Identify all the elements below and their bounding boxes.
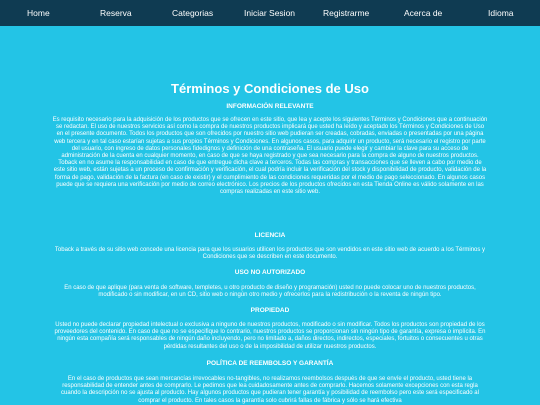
page-title: Términos y Condiciones de Uso xyxy=(171,81,369,96)
nav-link-iniciar-sesion[interactable]: Iniciar Sesion xyxy=(244,8,296,18)
top-navigation-bar xyxy=(0,0,540,26)
nav-link-registrarme[interactable]: Registrarme xyxy=(323,8,370,18)
section-heading-propiedad: PROPIEDAD xyxy=(250,307,290,314)
nav-link-categorias[interactable]: Categorias xyxy=(172,8,214,18)
nav-link-reserva[interactable]: Reserva xyxy=(100,8,132,18)
section-heading-reembolso: POLÍTICA DE REEMBOLSO Y GARANTÍA xyxy=(206,360,334,367)
section-heading-informacion: INFORMACIÓN RELEVANTE xyxy=(226,103,314,110)
section-body-propiedad: Usted no puede declarar propiedad intelectual o exclusiva a ninguno de nuestros productos, modificado o sin modificar. Todos los productos son propiedad de los proveedores del contenido. En caso de que no se especifique lo contrario, nuestros productos se proporcionan sin ningún tipo de garantía, expresa o implícita. En ningún esta compañía será responsables de ningún daño incluyendo, pero no limitado a, daños directos, indirectos, especiales, fortuitos o consecuentes u otras pérdidas resultantes del uso o de la imposibilidad de utilizar nuestros productos. xyxy=(54,322,486,350)
section-body-informacion: Es requisito necesario para la adquisición de los productos que se ofrecen en este sitio, que lea y acepte los siguientes Términos y Condiciones que a continuación se redactan. El uso de nuestros servicios así como la compra de nuestros productos implicará que usted ha leído y aceptado los Términos y Condiciones de Uso en el presente documento. Todos los productos que son ofrecidos por nuestro sitio web pudieran ser creadas, cobradas, enviadas o presentadas por una página web tercera y en tal caso estarían sujetas a sus propios Términos y Condiciones. En algunos casos, para adquirir un producto, será necesario el registro por parte del usuario, con ingreso de datos personales fidedignos y definición de una contraseña. El usuario puede elegir y cambiar la clave para su acceso de administración de la cuenta en cualquier momento, en caso de que se haya registrado y que sea necesario para la compra de alguno de nuestros productos. Toback en no asume la responsabilidad en caso de que entregue dicha clave a terceros. Todas las compras y transacciones que se lleven a cabo por medio de este sitio web, están sujetas a un proceso de confirmación y verificación, el cual podría incluir la verificación del stock y disponibilidad de producto, validación de la forma de pago, validación de la factura (en caso de existir) y el cumplimiento de las condiciones requeridas por el medio de pago seleccionado. En algunos casos puede que se requiera una verificación por medio de correo electrónico. Los precios de los productos ofrecidos en esta Tienda Online es válido solamente en las compras realizadas en este sitio web. xyxy=(52,117,488,196)
nav-link-idioma[interactable]: Idioma xyxy=(488,8,514,18)
terms-page-content xyxy=(52,26,488,405)
section-body-uso-no-autorizado: En caso de que aplique (para venta de software, templetes, u otro producto de diseño y programación) usted no puede colocar uno de nuestros productos, modificado o sin modificar, en un CD, sitio web o ningún otro medio y ofrecerlos para la redistribución o la reventa de ningún tipo. xyxy=(64,285,476,299)
nav-link-home[interactable]: Home xyxy=(27,8,50,18)
nav-link-acerca-de[interactable]: Acerca de xyxy=(404,8,443,18)
section-heading-uso-no-autorizado: USO NO AUTORIZADO xyxy=(234,269,306,276)
section-heading-licencia: LICENCIA xyxy=(254,232,286,239)
section-body-licencia: Toback a través de su sitio web concede una licencia para que los usuarios utilicen los productos que son vendidos en este sitio web de acuerdo a los Términos y Condiciones que se describen en este documento. xyxy=(54,247,486,261)
section-body-reembolso: En el caso de productos que sean mercancías irrevocables no-tangibles, no realizamos reembolsos después de que se envíe el producto, usted tiene la responsabilidad de entender antes de comprarlo. Le pedimos que lea cuidadosamente antes de comprarlo. Hacemos solamente excepciones con esta regla cuando la descripción no se ajusta al producto. Hay algunos productos que pudieran tener garantía y posibilidad de reembolso pero este será especificado al comprar el producto. En tales casos la garantía solo cubrirá fallas de fábrica y sólo se hará efectiva xyxy=(61,376,479,404)
